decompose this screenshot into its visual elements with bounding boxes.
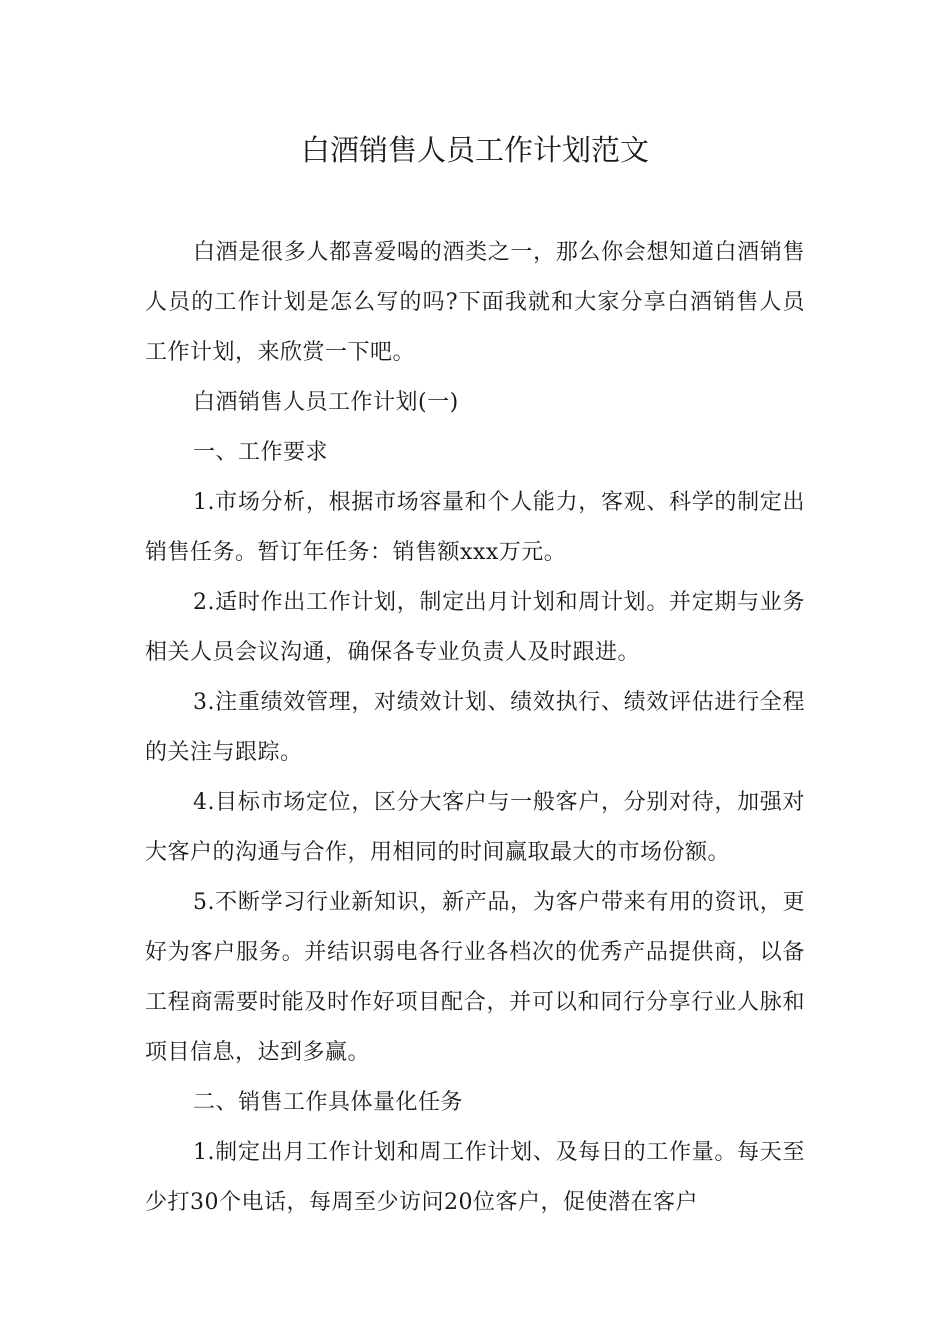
paragraph-item-1: 1.市场分析，根据市场容量和个人能力，客观、科学的制定出销售任务。暂订年任务：销售额xxx万元。 xyxy=(145,490,805,565)
section-heading-work-requirements: 一、工作要求 xyxy=(193,440,329,465)
paragraph-item-4: 4.目标市场定位，区分大客户与一般客户，分别对待，加强对大客户的沟通与合作，用相同的时间赢取最大的市场份额。 xyxy=(145,790,805,865)
paragraph-item-2: 2.适时作出工作计划，制定出月计划和周计划。并定期与业务相关人员会议沟通，确保各专业负责人及时跟进。 xyxy=(145,590,805,665)
paragraph-item-3: 3.注重绩效管理，对绩效计划、绩效执行、绩效评估进行全程的关注与跟踪。 xyxy=(145,690,805,765)
document-title: 白酒销售人员工作计划范文 xyxy=(300,133,649,167)
section-heading-quantified-tasks: 二、销售工作具体量化任务 xyxy=(193,1090,464,1115)
section-heading-plan-one: 白酒销售人员工作计划(一) xyxy=(193,390,459,415)
paragraph-task-1: 1.制定出月工作计划和周工作计划、及每日的工作量。每天至少打30个电话，每周至少访问20位客户，促使潜在客户 xyxy=(145,1140,805,1215)
document-body xyxy=(145,228,805,1228)
paragraph-intro: 白酒是很多人都喜爱喝的酒类之一，那么你会想知道白酒销售人员的工作计划是怎么写的吗?下面我就和大家分享白酒销售人员工作计划，来欣赏一下吧。 xyxy=(145,240,805,365)
paragraph-item-5: 5.不断学习行业新知识，新产品，为客户带来有用的资讯，更好为客户服务。并结识弱电各行业各档次的优秀产品提供商，以备工程商需要时能及时作好项目配合，并可以和同行分享行业人脉和项目信息，达到多赢。 xyxy=(145,890,805,1065)
